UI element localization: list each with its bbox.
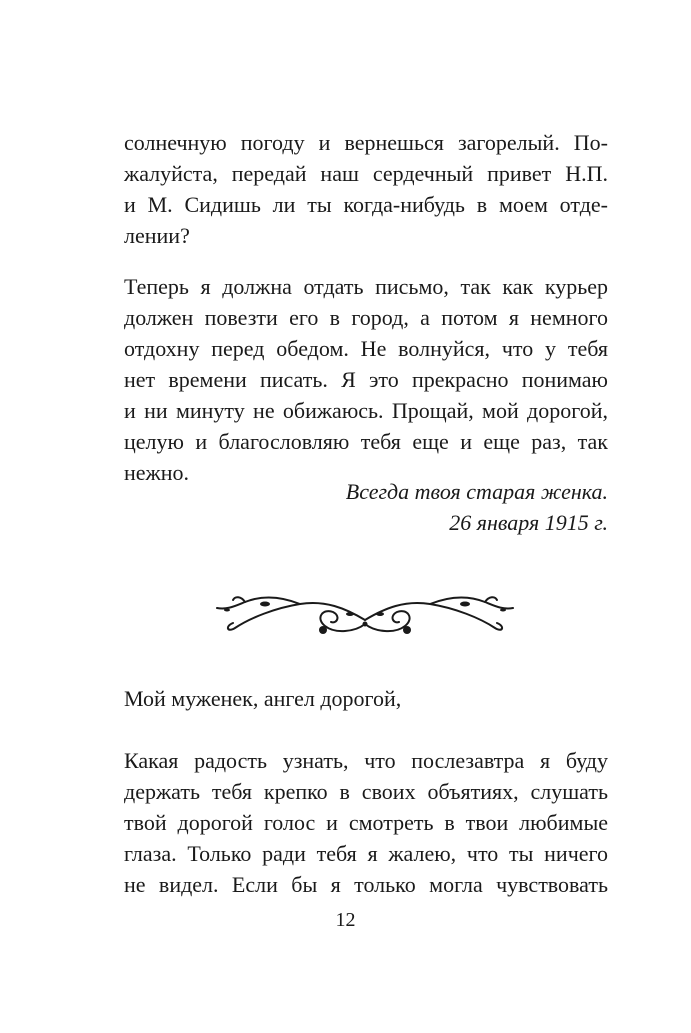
text-line: нет времени писать. Я это прекрасно понимаю [124, 367, 608, 392]
text-line: солнечную погоду и вернешься загорелый. По- [124, 130, 608, 155]
text-line: глаза. Только ради тебя я жалею, что ты ничего [124, 841, 608, 866]
text-line: и М. Сидишь ли ты когда-нибудь в моем отде- [124, 192, 608, 217]
page-number: 12 [335, 909, 356, 931]
floral-divider-icon [205, 588, 525, 643]
text-line: нежно. [124, 460, 190, 485]
text-line: Какая радость узнать, что послезавтра я буду [124, 748, 608, 773]
text-line: Теперь я должна отдать письмо, так как курьер [124, 274, 608, 299]
text-line: целую и благословляю тебя еще и еще раз, так [124, 429, 608, 454]
text-line: не видел. Если бы я только могла чувствовать [124, 872, 608, 897]
salutation-block [124, 683, 608, 714]
text-line: и ни минуту не обижаюсь. Прощай, мой дорогой, [124, 398, 608, 423]
text-line: отдохну перед обедом. Не волнуйся, что у тебя [124, 336, 608, 361]
text-line: жалуйста, передай наш сердечный привет Н.П. [124, 161, 608, 186]
letter-date: 26 января 1915 г. [449, 510, 608, 535]
text-line: должен повезти его в город, а потом я немного [124, 305, 608, 330]
text-line: твой дорогой голос и смотреть в твои любимые [124, 810, 608, 835]
paragraph-2 [124, 271, 608, 488]
salutation: Мой муженек, ангел дорогой, [124, 686, 402, 711]
text-line: лении? [124, 223, 190, 248]
paragraph-1 [124, 127, 608, 251]
signature: Всегда твоя старая женка. [345, 479, 608, 504]
text-line: держать тебя крепко в своих объятиях, слушать [124, 779, 608, 804]
paragraph-3 [124, 745, 608, 900]
letter-closing [124, 476, 608, 538]
